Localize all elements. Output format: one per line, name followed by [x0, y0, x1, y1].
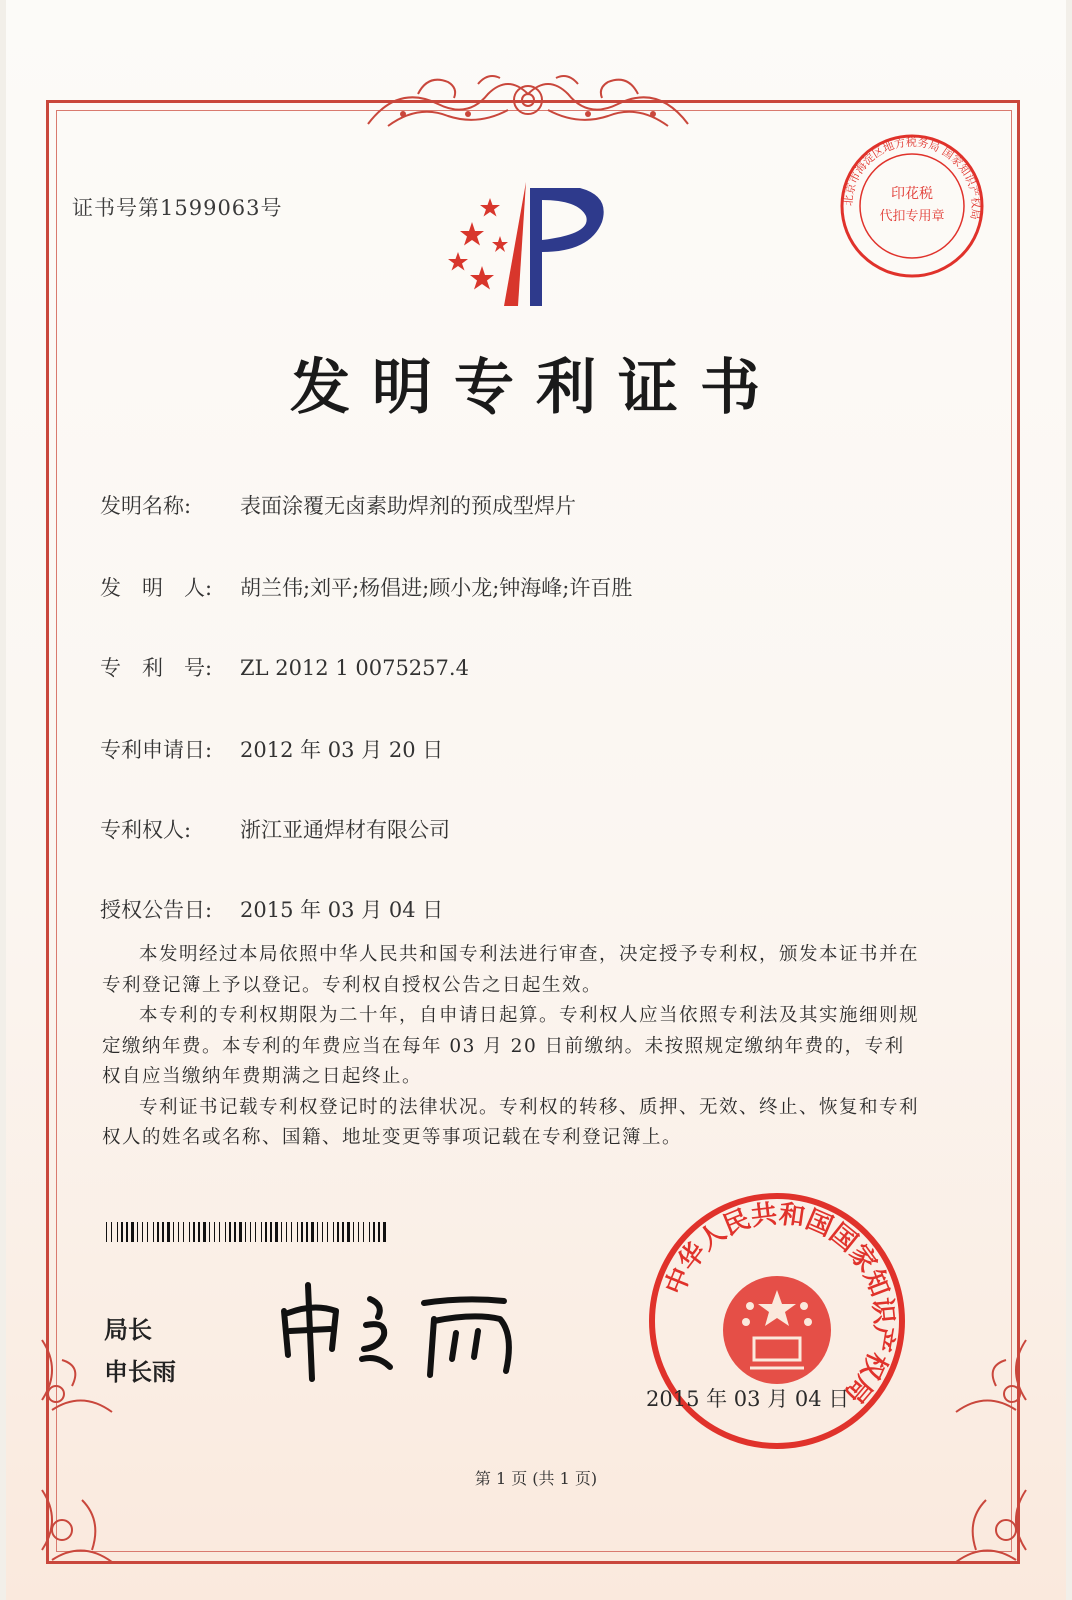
director-name: 申长雨	[104, 1358, 176, 1386]
field-label: 专利申请日:	[100, 738, 213, 762]
seal-date: 2015 年 03 月 04 日	[646, 1387, 850, 1411]
field-value: 2012 年 03 月 20 日	[240, 738, 444, 762]
certificate-body	[102, 940, 922, 1154]
field-label: 发 明 人:	[100, 576, 213, 600]
corner-ornament-icon	[946, 1480, 1036, 1570]
field-grant-date	[100, 894, 443, 924]
field-value: 表面涂覆无卤素助焊剂的预成型焊片	[240, 494, 576, 518]
field-patentee	[100, 814, 450, 844]
field-value: 胡兰伟;刘平;杨倡进;顾小龙;钟海峰;许百胜	[240, 576, 633, 600]
director-title: 局长	[104, 1316, 152, 1344]
svg-text:印花税: 印花税	[891, 186, 933, 202]
top-ornament-icon	[358, 64, 698, 142]
field-application-date	[100, 734, 443, 764]
body-paragraph: 本专利的专利权期限为二十年，自申请日起算。专利权人应当依照专利法及其实施细则规定缴纳年费。本专利的年费应当在每年 03 月 20 日前缴纳。未按照规定缴纳年费的，专利权自应当缴纳年费期满之日起终止。	[102, 1005, 920, 1087]
field-label: 专利权人:	[100, 818, 192, 842]
field-invention-name	[100, 490, 576, 520]
field-label: 专 利 号:	[100, 656, 213, 680]
document-title: 发明专利证书	[290, 353, 782, 423]
field-inventors	[100, 572, 632, 602]
certificate-page	[6, 0, 1066, 1600]
field-patent-number	[100, 652, 469, 682]
corner-ornament-icon	[946, 1330, 1036, 1420]
svg-text:北京市海淀区地方税务局 国家知识产权局: 北京市海淀区地方税务局 国家知识产权局	[841, 135, 983, 221]
field-label: 发明名称:	[100, 494, 192, 518]
svg-text:中华人民共和国国家知识产权局: 中华人民共和国国家知识产权局	[659, 1199, 899, 1409]
svg-text:代扣专用章: 代扣专用章	[879, 209, 945, 224]
body-paragraph: 专利证书记载专利权登记时的法律状况。专利权的转移、质押、无效、终止、恢复和专利权人的姓名或名称、国籍、地址变更等事项记载在专利登记簿上。	[102, 1096, 920, 1148]
barcode-icon	[106, 1222, 388, 1242]
body-paragraph: 本发明经过本局依照中华人民共和国专利法进行审查，决定授予专利权，颁发本证书并在专利登记簿上予以登记。专利权自授权公告之日起生效。	[102, 944, 920, 996]
corner-ornament-icon	[32, 1480, 122, 1570]
certificate-number: 证书号第1599063号	[72, 196, 283, 220]
field-value: 2015 年 03 月 04 日	[240, 898, 444, 922]
patent-office-logo-icon	[430, 178, 630, 318]
tax-stamp-icon	[838, 132, 986, 280]
field-value: 浙江亚通焊材有限公司	[240, 818, 450, 842]
field-label: 授权公告日:	[100, 898, 213, 922]
page-number: 第 1 页 (共 1 页)	[474, 1469, 598, 1488]
handwritten-signature	[274, 1275, 534, 1385]
field-value: ZL 2012 1 0075257.4	[240, 656, 469, 680]
